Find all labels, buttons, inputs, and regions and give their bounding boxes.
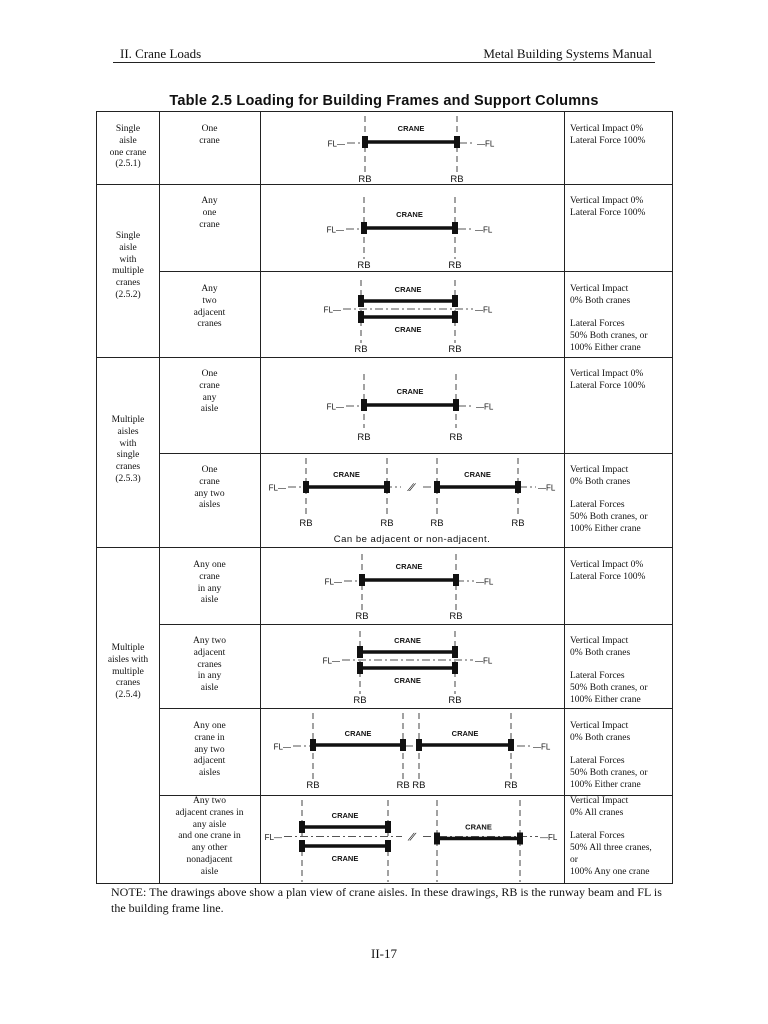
crane-end-truck	[454, 136, 460, 148]
rb-label: RB	[448, 695, 462, 706]
header-section-title: II. Crane Loads	[120, 46, 202, 61]
fl-label: FL—	[268, 483, 286, 493]
load-values: Vertical Impact 0% Both cranes Lateral Forces 50% Both cranes, or 100% Either crane	[570, 465, 648, 534]
crane-end-truck	[359, 574, 365, 586]
rb-label: RB	[448, 344, 462, 353]
rb-label: RB	[504, 780, 518, 791]
table-title: Table 2.5 Loading for Building Frames and Support Columns	[169, 93, 599, 109]
crane-diagram-adjacent-aisles	[260, 709, 564, 795]
crane-end-truck	[452, 295, 458, 307]
crane-end-truck	[452, 646, 458, 658]
group-label: Single aisle one crane (2.5.1)	[109, 124, 147, 170]
load-values: Vertical Impact 0% Both cranes Lateral Forces 50% Both cranes, or 100% Either crane	[570, 636, 648, 705]
rb-label: RB	[354, 344, 368, 353]
fl-label: FL—	[326, 402, 344, 412]
crane-end-truck	[310, 739, 316, 751]
case-label: One crane any aisle	[199, 369, 220, 415]
crane-end-truck	[299, 821, 305, 833]
fl-label: —FL	[475, 305, 493, 315]
crane-end-truck	[416, 739, 422, 751]
rb-label: RB RB	[396, 780, 426, 791]
loading-table	[96, 111, 673, 884]
case-label: One crane any two aisles	[194, 465, 225, 511]
case-label: Any two adjacent cranes in any aisle	[193, 636, 226, 694]
crane-end-truck	[361, 222, 367, 234]
fl-label: FL—	[322, 656, 340, 666]
case-label: Any two adjacent cranes in any aisle and one crane in any other nonadjacent aisle	[175, 796, 244, 877]
crane-end-truck	[453, 574, 459, 586]
crane-label: CRANE	[333, 470, 360, 479]
rb-label: RB	[448, 260, 462, 271]
rb-label: RB	[449, 432, 463, 443]
crane-end-truck	[517, 833, 523, 845]
crane-end-truck	[303, 481, 309, 493]
crane-label: CRANE	[465, 822, 492, 832]
table-note: NOTE: The drawings above show a plan view of crane aisles. In these drawings, RB is the runway beam and FL is the building frame line.	[111, 885, 662, 915]
fl-label: —FL	[476, 402, 494, 412]
break-mark: ∕∕	[410, 831, 415, 844]
crane-end-truck	[434, 481, 440, 493]
case-label: Any one crane in any two adjacent aisles	[193, 721, 226, 779]
crane-end-truck	[357, 646, 363, 658]
crane-diagram-one-crane	[260, 185, 564, 271]
fl-label: FL—	[327, 139, 345, 149]
crane-label: CRANE	[331, 811, 359, 820]
crane-end-truck	[508, 739, 514, 751]
rb-label: RB	[380, 518, 394, 529]
fl-label: —FL	[538, 483, 556, 493]
rb-label: RB	[353, 695, 367, 706]
crane-label: CRANE	[395, 562, 423, 571]
fl-label: FL—	[323, 305, 341, 315]
header-rule	[113, 62, 655, 63]
case-label: Any one crane in any aisle	[193, 560, 226, 606]
crane-end-truck	[384, 481, 390, 493]
fl-label: FL—	[264, 833, 282, 842]
load-values: Vertical Impact 0% Lateral Force 100%	[570, 196, 646, 218]
load-values: Vertical Impact 0% Lateral Force 100%	[570, 369, 646, 391]
case-label: Any one crane	[199, 196, 220, 230]
crane-end-truck	[385, 821, 391, 833]
crane-end-truck	[434, 833, 440, 845]
crane-label: CRANE	[394, 325, 422, 334]
rb-label: RB	[450, 174, 464, 184]
crane-diagram-two-adjacent	[260, 272, 564, 353]
crane-end-truck	[452, 222, 458, 234]
fl-label: —FL	[477, 139, 495, 149]
crane-label: CRANE	[394, 285, 422, 294]
crane-end-truck	[452, 311, 458, 323]
crane-label: CRANE	[396, 210, 423, 219]
rb-label: RB	[449, 611, 463, 622]
crane-end-truck	[452, 662, 458, 674]
crane-label: CRANE	[464, 470, 491, 479]
case-label: One crane	[199, 124, 220, 146]
crane-end-truck	[358, 295, 364, 307]
load-values: Vertical Impact 0% Both cranes Lateral Forces 50% Both cranes, or 100% Either crane	[570, 721, 648, 790]
rb-label: RB	[357, 432, 371, 443]
rb-label: RB	[358, 174, 372, 184]
fl-label: —FL	[476, 577, 494, 587]
page-number: II-17	[371, 946, 397, 961]
crane-end-truck	[357, 662, 363, 674]
rb-label: RB	[299, 518, 313, 529]
load-values: Vertical Impact 0% Lateral Force 100%	[570, 124, 646, 146]
load-values: Vertical Impact 0% Both cranes Lateral Forces 50% Both cranes, or 100% Either crane	[570, 284, 648, 353]
crane-label: CRANE	[396, 387, 424, 396]
case-label: Any two adjacent cranes	[193, 284, 226, 330]
crane-diagram-two-adjacent-any-aisle	[260, 625, 564, 708]
crane-diagram-three-cranes	[260, 796, 564, 885]
crane-label: CRANE	[394, 676, 421, 685]
fl-label: FL—	[273, 742, 291, 752]
crane-label: CRANE	[397, 124, 425, 133]
fl-label: —FL	[475, 225, 493, 235]
crane-end-truck	[358, 311, 364, 323]
fl-label: —FL	[533, 742, 551, 752]
crane-end-truck	[515, 481, 521, 493]
crane-diagram-single-aisle	[260, 112, 564, 184]
rb-label: RB	[430, 518, 444, 529]
crane-diagram-two-aisles	[260, 454, 564, 547]
rb-label: RB	[357, 260, 371, 271]
load-values: Vertical Impact 0% Lateral Force 100%	[570, 560, 646, 582]
crane-end-truck	[299, 840, 305, 852]
rb-label: RB	[306, 780, 320, 791]
crane-label: CRANE	[344, 729, 372, 738]
group-label: Single aisle with multiple cranes (2.5.2)	[112, 231, 144, 300]
crane-label: CRANE	[451, 729, 479, 738]
fl-label: FL—	[324, 577, 342, 587]
load-values: Vertical Impact 0% All cranes Lateral Forces 50% All three cranes, or 100% Any one crane	[570, 796, 652, 877]
crane-end-truck	[385, 840, 391, 852]
fl-label: FL—	[326, 225, 344, 235]
rb-label: RB	[511, 518, 525, 529]
crane-diagram-any-aisle	[260, 358, 564, 447]
break-mark: ∕∕	[410, 482, 414, 494]
fl-label: —FL	[540, 833, 558, 842]
rb-label: RB	[355, 611, 369, 622]
adjacency-note: Can be adjacent or non-adjacent.	[333, 534, 491, 545]
crane-label: CRANE	[331, 854, 359, 863]
crane-label: CRANE	[394, 636, 421, 645]
header-manual-title: Metal Building Systems Manual	[483, 46, 652, 61]
column-divider	[564, 112, 565, 883]
crane-diagram-any-one-crane	[260, 548, 564, 624]
crane-end-truck	[453, 399, 459, 411]
crane-end-truck	[361, 399, 367, 411]
crane-end-truck	[400, 739, 406, 751]
group-label: Multiple aisles with single cranes (2.5.3)	[111, 415, 145, 484]
group-label: Multiple aisles with multiple cranes (2.5.4)	[107, 643, 149, 701]
fl-label: —FL	[475, 656, 493, 666]
crane-end-truck	[362, 136, 368, 148]
